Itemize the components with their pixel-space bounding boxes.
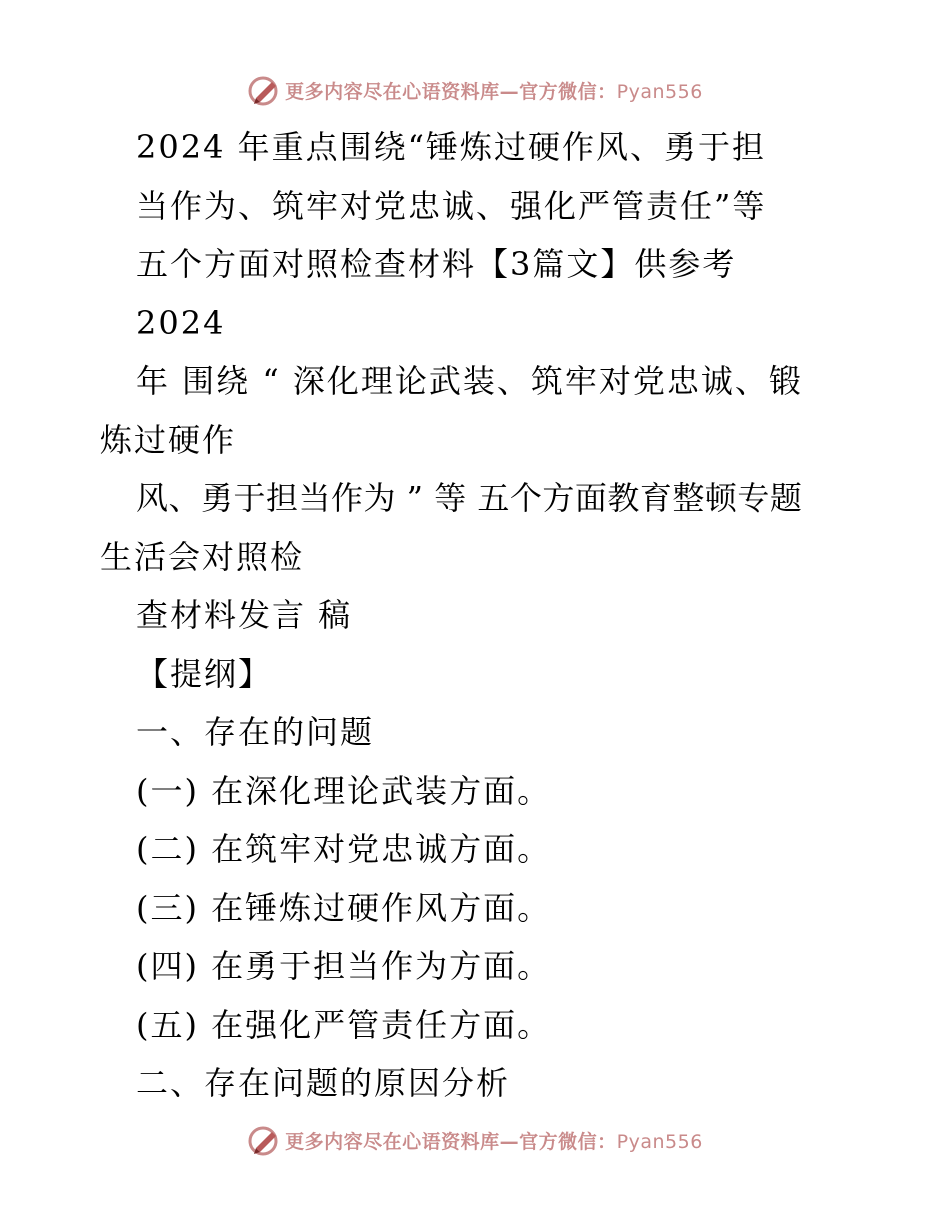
outline-item-5: (五) 在强化严管责任方面。 — [136, 1005, 552, 1044]
doc-subtitle-line-4: 生活会对照检 — [100, 537, 305, 576]
header-watermark-text: 更多内容尽在心语资料库—官方微信：Pyan556 — [285, 80, 703, 103]
header-watermark-banner — [0, 70, 950, 110]
doc-subtitle-line-2: 炼过硬作 — [100, 420, 237, 459]
doc-subtitle-line-5: 查材料发言 稿 — [136, 596, 353, 634]
doc-subtitle-line-3: 风、勇于担当作为 ” 等 五个方面教育整顿专题 — [136, 479, 803, 517]
footer-watermark-text: 更多内容尽在心语资料库—官方微信：Pyan556 — [285, 1130, 703, 1153]
outline-heading: 【提纲】 — [136, 654, 273, 693]
pen-logo-icon — [247, 73, 281, 107]
doc-title-line-3: 五个方面对照检查材料【3篇文】供参考 — [136, 245, 737, 283]
section-heading-1: 一、存在的问题 — [136, 713, 375, 751]
outline-item-2: (二) 在筑牢对党忠诚方面。 — [136, 830, 552, 868]
outline-item-4: (四) 在勇于担当作为方面。 — [136, 947, 552, 985]
doc-title-line-2: 当作为、筑牢对党忠诚、强化严管责任”等 — [136, 186, 767, 225]
footer-watermark-banner — [0, 1120, 950, 1160]
doc-subtitle-line-1: 年 围绕 “ 深化理论武装、筑牢对党忠诚、锻 — [136, 362, 803, 400]
document-body — [100, 118, 890, 1113]
pen-logo-icon — [247, 1123, 281, 1157]
outline-item-1: (一) 在深化理论武装方面。 — [136, 771, 552, 810]
outline-item-3: (三) 在锤炼过硬作风方面。 — [136, 888, 552, 927]
doc-title-line-1: 2024 年重点围绕“锤炼过硬作风、勇于担 — [136, 128, 766, 166]
section-heading-2: 二、存在问题的原因分析 — [136, 1064, 511, 1102]
doc-year-line: 2024 — [136, 303, 226, 342]
